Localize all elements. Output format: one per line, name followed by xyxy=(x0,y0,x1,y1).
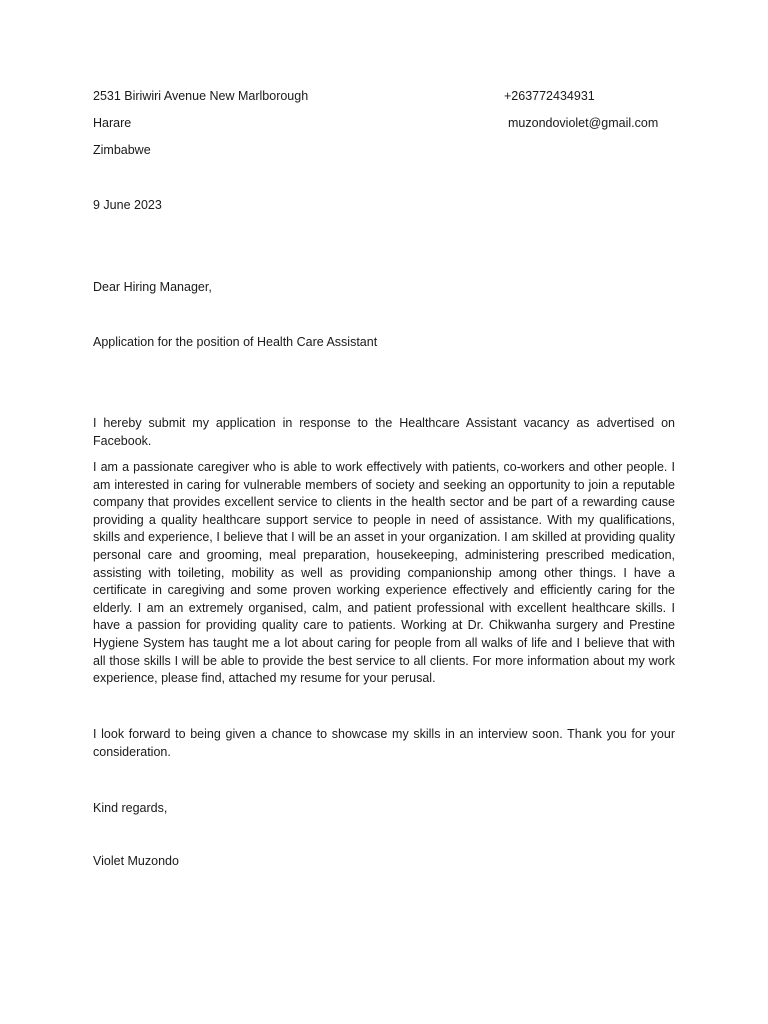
letter-date: 9 June 2023 xyxy=(93,198,162,212)
body-paragraph-2: I am a passionate caregiver who is able to work effectively with patients, co-workers and other people. I am interested in caring for vulnerable members of society and seeking an opportunity to join a reputable company that provides excellent service to clients in the health sector and be part of a rewarding cause providing a quality healthcare support service to people in need of assistance. With my qualifications, skills and experience, I believe that I will be an asset in your organization. I am skilled at providing quality personal care and grooming, meal preparation, housekeeping, administering prescribed medication, assisting with toileting, mobility as well as providing companionship among other things. I have a certificate in caregiving and some proven working experience effectively and efficiently caring for the elderly. I am an extremely organised, calm, and patient professional with excellent healthcare skills. I have a passion for providing quality care to patients. Working at Dr. Chikwanha surgery and Prestine Hygiene System has taught me a lot about caring for people from all walks of life and I believe that with all those skills I will be able to provide the best service to all clients. For more information about my work experience, please find, attached my resume for your perusal. xyxy=(93,460,675,686)
salutation: Dear Hiring Manager, xyxy=(93,280,212,294)
body-paragraph-1: I hereby submit my application in response to the Healthcare Assistant vacancy as advertised on Facebook. xyxy=(93,416,675,448)
body-paragraph-3: I look forward to being given a chance to showcase my skills in an interview soon. Thank you for your consideration. xyxy=(93,727,675,759)
sender-city: Harare xyxy=(93,116,132,130)
subject-line: Application for the position of Health Care Assistant xyxy=(93,335,378,349)
sender-phone: +263772434931 xyxy=(504,89,595,103)
closing: Kind regards, xyxy=(93,801,168,815)
sender-email: muzondoviolet@gmail.com xyxy=(508,116,659,130)
sender-address-line1: 2531 Biriwiri Avenue New Marlborough xyxy=(93,89,309,103)
sender-country: Zimbabwe xyxy=(93,143,151,157)
signature-name: Violet Muzondo xyxy=(93,854,179,868)
